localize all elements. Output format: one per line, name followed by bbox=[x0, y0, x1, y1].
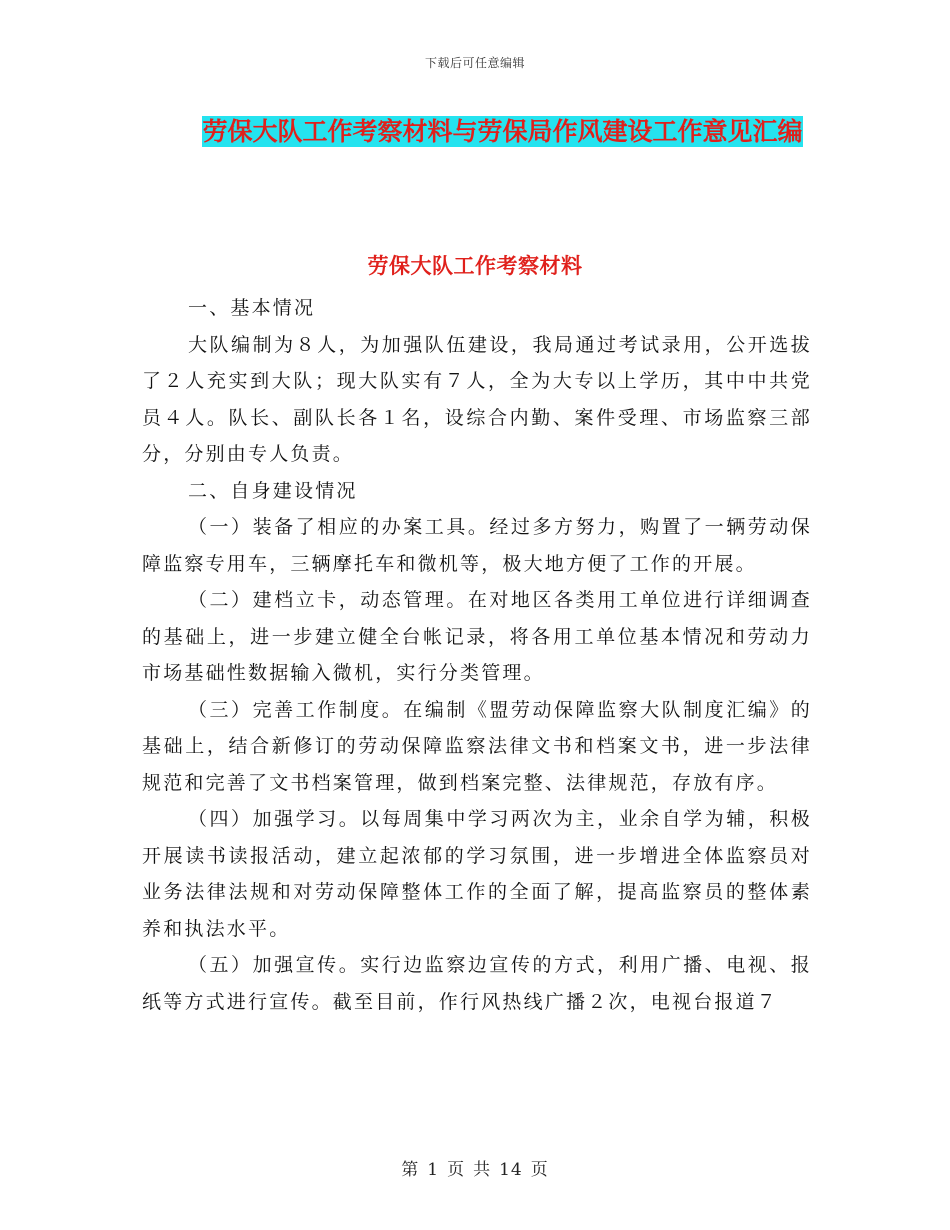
document-title-text: 劳保大队工作考察材料与劳保局作风建设工作意见汇编 bbox=[202, 117, 803, 146]
footer-total-prefix: 共 bbox=[473, 1160, 492, 1180]
paragraph-archiving: （二）建档立卡，动态管理。在对地区各类用工单位进行详细调查的基础上，进一步建立健全台帐记录，将各用工单位基本情况和劳动力市场基础性数据输入微机，实行分类管理。 bbox=[142, 589, 812, 684]
document-body bbox=[142, 290, 812, 1020]
heading-basic-situation: 一、基本情况 bbox=[188, 297, 316, 319]
document-title bbox=[190, 110, 815, 153]
page-header-note: 下载后可任意编辑 bbox=[424, 56, 525, 70]
paragraph-equipment: （一）装备了相应的办案工具。经过多方努力，购置了一辆劳动保障监察专用车，三辆摩托车和微机等，极大地方便了工作的开展。 bbox=[142, 516, 812, 575]
footer-prefix: 第 bbox=[401, 1160, 420, 1180]
footer-total-pages: 14 bbox=[499, 1160, 523, 1180]
heading-self-building: 二、自身建设情况 bbox=[188, 479, 358, 502]
footer-suffix: 页 bbox=[530, 1160, 549, 1180]
paragraph-publicity: （五）加强宣传。实行边监察边宣传的方式，利用广播、电视、报纸等方式进行宣传。截至目前，作行风热线广播２次，电视台报道７ bbox=[142, 954, 812, 1013]
page-footer bbox=[0, 1155, 950, 1180]
paragraph-work-system: （三）完善工作制度。在编制《盟劳动保障监察大队制度汇编》的基础上，结合新修订的劳动保障监察法律文书和档案文书，进一步法律规范和完善了文书档案管理，做到档案完整、法律规范，存放有序。 bbox=[142, 698, 812, 794]
footer-page-word: 页 bbox=[447, 1160, 466, 1180]
paragraph-staffing: 大队编制为８人，为加强队伍建设，我局通过考试录用，公开选拔了２人充实到大队；现大队实有７人，全为大专以上学历，其中中共党员４人。队长、副队长各１名，设综合内勤、案件受理、市场监察三部分，分别由专人负责。 bbox=[142, 333, 812, 465]
section-title: 劳保大队工作考察材料 bbox=[367, 253, 583, 278]
paragraph-study: （四）加强学习。以每周集中学习两次为主，业余自学为辅，积极开展读书读报活动，建立起浓郁的学习氛围，进一步增进全体监察员对业务法律法规和对劳动保障整体工作的全面了解，提高监察员的整体素养和执法水平。 bbox=[142, 808, 812, 940]
footer-current-page: 1 bbox=[427, 1160, 440, 1180]
